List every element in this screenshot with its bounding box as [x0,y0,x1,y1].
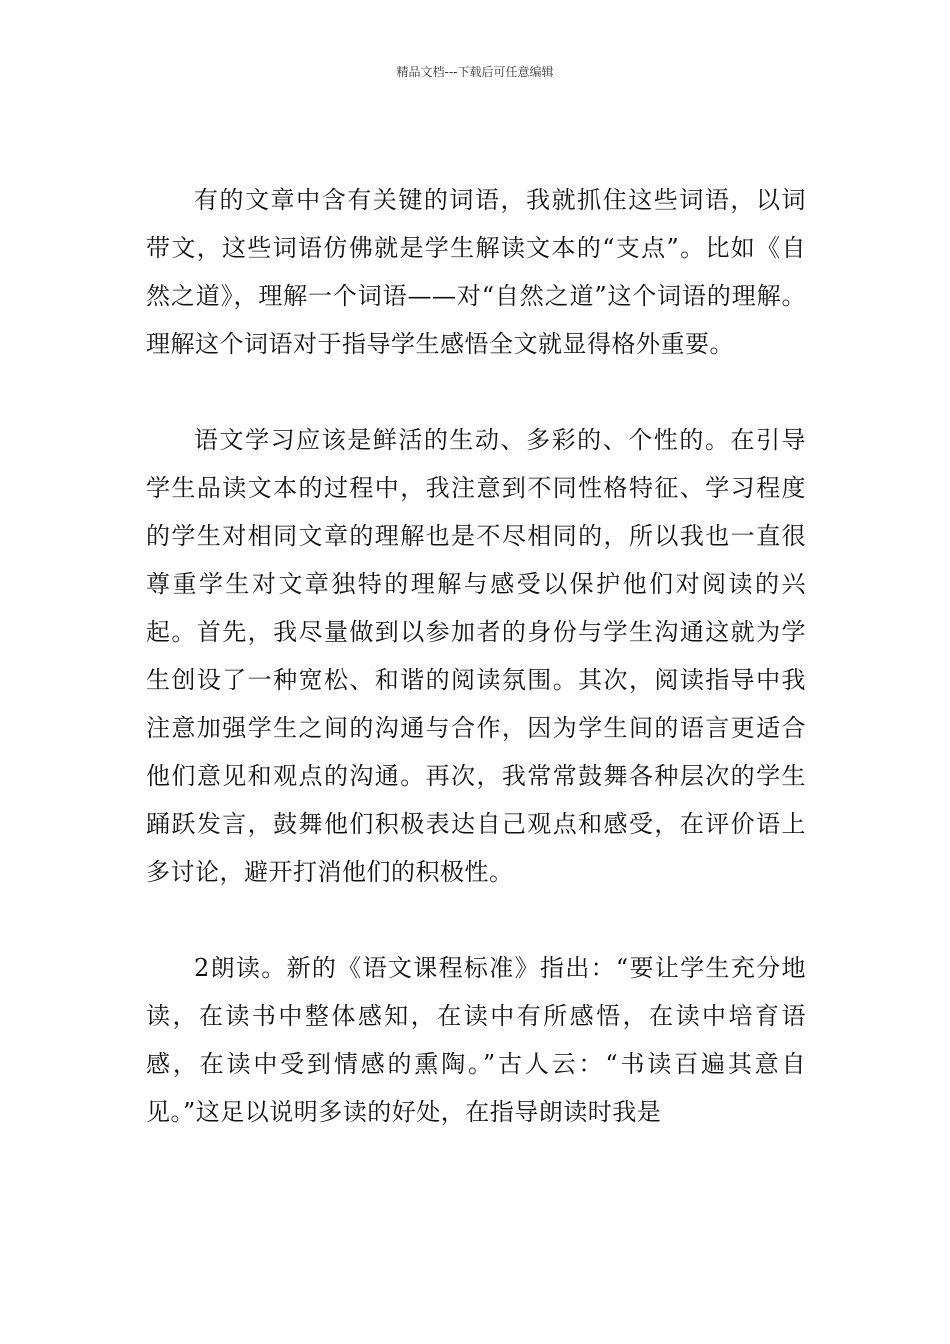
paragraph-reading-aloud: 2朗读。新的《语文课程标准》指出：“要让学生充分地读，在读书中整体感知，在读中有所感悟，在读中培育语感，在读中受到情感的熏陶。”古人云：“书读百遍其意自见。”这足以说明多读的好处，在指导朗读时我是 [146,954,806,1126]
document-body [146,176,806,1136]
page-header: 精品文档---下载后可任意编辑 [396,65,554,79]
paragraph-key-words: 有的文章中含有关键的词语，我就抓住这些词语，以词带文，这些词语仿佛就是学生解读文本的“支点”。比如《自然之道》，理解一个词语——对“自然之道”这个词语的理解。理解这个词语对于指导学生感悟全文就显得格外重要。 [146,186,806,358]
paragraph-personalized-reading: 语文学习应该是鲜活的生动、多彩的、个性的。在引导学生品读文本的过程中，我注意到不同性格特征、学习程度的学生对相同文章的理解也是不尽相同的，所以我也一直很尊重学生对文章独特的理解与感受以保护他们对阅读的兴起。首先，我尽量做到以参加者的身份与学生沟通这就为学生创设了一种宽松、和谐的阅读氛围。其次，阅读指导中我注意加强学生之间的沟通与合作，因为学生间的语言更适合他们意见和观点的沟通。再次，我常常鼓舞各种层次的学生踊跃发言，鼓舞他们积极表达自己观点和感受，在评价语上多讨论，避开打消他们的积极性。 [146,426,806,886]
